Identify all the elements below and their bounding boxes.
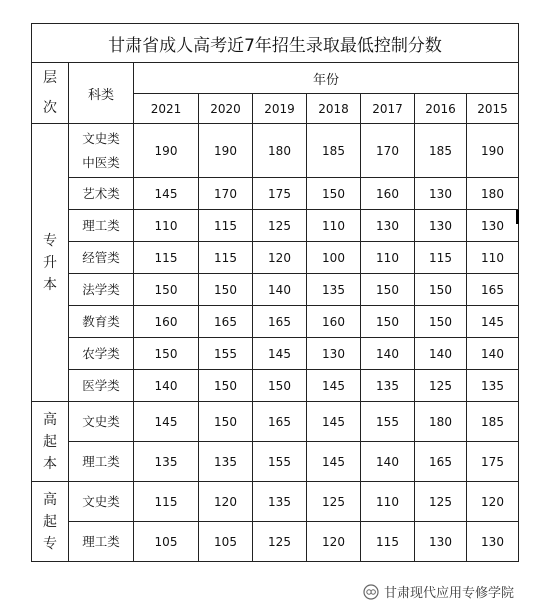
table-row [32,210,519,242]
score-cell: 165 [253,306,307,338]
table-row [32,306,519,338]
year-2017: 2017 [361,94,415,124]
score-cell: 150 [415,306,467,338]
table-title: 甘肃省成人高考近7年招生录取最低控制分数 [32,24,519,63]
score-cell: 100 [307,242,361,274]
score-cell: 145 [134,178,199,210]
score-cell: 175 [253,178,307,210]
watermark-text: 甘肃现代应用专修学院 [384,586,515,601]
score-cell: 130 [307,338,361,370]
level-cell: 高 起 本 [32,402,69,482]
score-cell: 130 [415,210,467,242]
score-cell: 165 [467,274,519,306]
score-cell: 180 [415,402,467,442]
score-cell: 125 [415,370,467,402]
level-header: 层 次 [32,63,69,124]
score-cell: 115 [199,210,253,242]
score-cell: 110 [134,210,199,242]
score-cell: 150 [199,402,253,442]
score-cell: 135 [307,274,361,306]
score-cell: 115 [199,242,253,274]
score-cell: 130 [467,522,519,562]
score-cell: 125 [253,522,307,562]
score-cell: 105 [199,522,253,562]
category-cell: 理工类 [69,522,134,562]
score-table [31,23,519,562]
score-cell: 140 [253,274,307,306]
score-cell: 120 [253,242,307,274]
score-cell: 145 [134,402,199,442]
score-cell: 150 [134,338,199,370]
table-row [32,442,519,482]
score-cell: 150 [199,274,253,306]
table-row [32,242,519,274]
score-cell: 170 [199,178,253,210]
score-cell: 115 [361,522,415,562]
watermark [363,582,514,601]
category-cell: 理工类 [69,210,134,242]
year-2020: 2020 [199,94,253,124]
score-cell: 135 [467,370,519,402]
score-cell: 190 [134,124,199,178]
score-cell: 115 [134,482,199,522]
score-cell: 135 [134,442,199,482]
score-cell: 160 [134,306,199,338]
score-cell: 110 [361,482,415,522]
category-cell: 医学类 [69,370,134,402]
table-row [32,124,519,178]
category-cell: 经管类 [69,242,134,274]
category-cell: 教育类 [69,306,134,338]
score-cell: 150 [361,274,415,306]
score-cell: 150 [253,370,307,402]
score-cell: 125 [415,482,467,522]
score-cell: 165 [253,402,307,442]
category-cell: 法学类 [69,274,134,306]
score-cell: 185 [467,402,519,442]
score-cell: 160 [361,178,415,210]
score-cell: 110 [307,210,361,242]
level-cell: 专 升 本 [32,124,69,402]
score-cell: 140 [361,338,415,370]
table-row [32,338,519,370]
score-cell: 145 [307,402,361,442]
score-cell: 155 [199,338,253,370]
table-row [32,482,519,522]
score-cell: 125 [307,482,361,522]
score-cell: 145 [307,442,361,482]
score-cell: 145 [467,306,519,338]
score-cell: 135 [361,370,415,402]
category-cell: 理工类 [69,442,134,482]
score-cell: 150 [134,274,199,306]
category-cell: 文史类 [69,482,134,522]
wechat-icon [363,584,379,600]
table-row [32,178,519,210]
score-cell: 150 [307,178,361,210]
year-2018: 2018 [307,94,361,124]
year-2015: 2015 [467,94,519,124]
year-header: 年份 [134,63,519,94]
level-cell: 高 起 专 [32,482,69,562]
score-cell: 145 [253,338,307,370]
edge-mark [516,210,519,224]
score-cell: 120 [467,482,519,522]
score-cell: 150 [361,306,415,338]
score-cell: 190 [199,124,253,178]
score-cell: 160 [307,306,361,338]
score-cell: 150 [199,370,253,402]
year-2016: 2016 [415,94,467,124]
score-cell: 110 [467,242,519,274]
score-cell: 165 [199,306,253,338]
score-cell: 140 [134,370,199,402]
score-cell: 180 [467,178,519,210]
score-cell: 140 [415,338,467,370]
category-cell: 文史类 [69,402,134,442]
score-cell: 155 [253,442,307,482]
category-cell: 艺术类 [69,178,134,210]
score-cell: 130 [415,178,467,210]
score-cell: 130 [415,522,467,562]
score-cell: 115 [415,242,467,274]
score-cell: 165 [415,442,467,482]
score-cell: 175 [467,442,519,482]
score-cell: 110 [361,242,415,274]
score-cell: 120 [307,522,361,562]
score-cell: 130 [467,210,519,242]
score-cell: 170 [361,124,415,178]
score-cell: 105 [134,522,199,562]
category-cell: 文史类 中医类 [69,124,134,178]
score-cell: 125 [253,210,307,242]
table-row [32,274,519,306]
category-header: 科类 [69,63,134,124]
table-row [32,402,519,442]
score-cell: 190 [467,124,519,178]
score-cell: 135 [199,442,253,482]
score-cell: 120 [199,482,253,522]
category-cell: 农学类 [69,338,134,370]
score-cell: 140 [467,338,519,370]
table-row [32,522,519,562]
score-cell: 115 [134,242,199,274]
year-2019: 2019 [253,94,307,124]
score-cell: 155 [361,402,415,442]
score-cell: 130 [361,210,415,242]
score-cell: 185 [307,124,361,178]
year-2021: 2021 [134,94,199,124]
score-cell: 185 [415,124,467,178]
score-cell: 135 [253,482,307,522]
score-cell: 145 [307,370,361,402]
table-row [32,370,519,402]
score-cell: 150 [415,274,467,306]
score-cell: 140 [361,442,415,482]
score-cell: 180 [253,124,307,178]
